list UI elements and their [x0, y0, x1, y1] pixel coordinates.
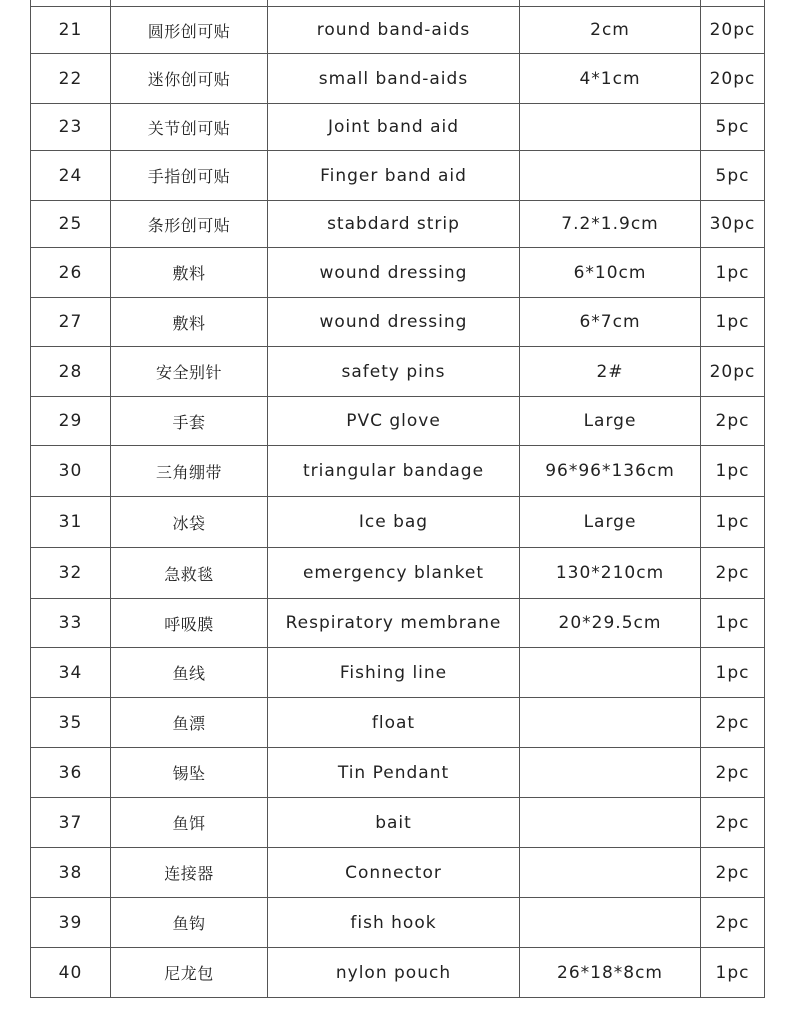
- item-name-chinese: 呼吸膜: [111, 599, 268, 648]
- item-name-chinese: 敷料: [111, 248, 268, 298]
- item-size: [520, 748, 701, 798]
- item-number: 35: [31, 698, 111, 748]
- item-size: [520, 798, 701, 848]
- item-quantity: 2pc: [701, 848, 765, 898]
- item-quantity: 20pc: [701, 7, 765, 54]
- table-row: [31, 548, 765, 599]
- item-size: 2#: [520, 347, 701, 397]
- item-name-english: PVC glove: [268, 397, 520, 446]
- item-name-english: wound dressing: [268, 298, 520, 347]
- item-quantity: 2pc: [701, 898, 765, 948]
- item-number: 29: [31, 397, 111, 446]
- item-name-chinese: 关节创可贴: [111, 104, 268, 151]
- item-number: 21: [31, 7, 111, 54]
- item-name-chinese: 鱼钩: [111, 898, 268, 948]
- table-row: [31, 898, 765, 948]
- item-size: 96*96*136cm: [520, 446, 701, 497]
- item-number: 33: [31, 599, 111, 648]
- item-size: 20*29.5cm: [520, 599, 701, 648]
- table-row: [31, 848, 765, 898]
- item-name-english: Connector: [268, 848, 520, 898]
- item-number: 26: [31, 248, 111, 298]
- item-name-english: small band-aids: [268, 54, 520, 104]
- table-row: [31, 948, 765, 998]
- item-number: 28: [31, 347, 111, 397]
- item-name-chinese: 冰袋: [111, 497, 268, 548]
- item-name-chinese: 连接器: [111, 848, 268, 898]
- item-name-english: wound dressing: [268, 248, 520, 298]
- item-number: 40: [31, 948, 111, 998]
- item-name-chinese: 安全别针: [111, 347, 268, 397]
- item-quantity: 5pc: [701, 151, 765, 201]
- table-row: [31, 798, 765, 848]
- table-row: [31, 599, 765, 648]
- item-name-chinese: 圆形创可贴: [111, 7, 268, 54]
- packing-list-table-container: [30, 0, 764, 998]
- item-size: [520, 898, 701, 948]
- item-number: 38: [31, 848, 111, 898]
- item-name-english: nylon pouch: [268, 948, 520, 998]
- packing-list-table: [30, 0, 765, 998]
- item-name-chinese: 尼龙包: [111, 948, 268, 998]
- item-number: 31: [31, 497, 111, 548]
- item-quantity: 5pc: [701, 104, 765, 151]
- item-number: 23: [31, 104, 111, 151]
- item-size: 4*1cm: [520, 54, 701, 104]
- item-name-chinese: 三角绷带: [111, 446, 268, 497]
- item-name-english: stabdard strip: [268, 201, 520, 248]
- item-quantity: 1pc: [701, 948, 765, 998]
- table-row: [31, 201, 765, 248]
- item-name-english: round band-aids: [268, 7, 520, 54]
- item-name-chinese: 鱼漂: [111, 698, 268, 748]
- table-row: [31, 698, 765, 748]
- item-name-english: Joint band aid: [268, 104, 520, 151]
- item-quantity: 30pc: [701, 201, 765, 248]
- item-name-chinese: 手套: [111, 397, 268, 446]
- table-row: [31, 151, 765, 201]
- item-size: 130*210cm: [520, 548, 701, 599]
- item-size: 6*7cm: [520, 298, 701, 347]
- item-name-chinese: 敷料: [111, 298, 268, 347]
- item-size: [520, 698, 701, 748]
- item-quantity: 20pc: [701, 54, 765, 104]
- table-row: [31, 648, 765, 698]
- item-quantity: 1pc: [701, 497, 765, 548]
- item-quantity: 2pc: [701, 698, 765, 748]
- table-row: [31, 347, 765, 397]
- item-size: [520, 648, 701, 698]
- table-row: [31, 104, 765, 151]
- table-row: [31, 248, 765, 298]
- item-number: 32: [31, 548, 111, 599]
- item-quantity: 2pc: [701, 798, 765, 848]
- item-name-chinese: 条形创可贴: [111, 201, 268, 248]
- table-row: [31, 748, 765, 798]
- item-name-english: Ice bag: [268, 497, 520, 548]
- item-size: 7.2*1.9cm: [520, 201, 701, 248]
- item-name-chinese: 迷你创可贴: [111, 54, 268, 104]
- item-size: [520, 104, 701, 151]
- item-quantity: 2pc: [701, 397, 765, 446]
- item-name-chinese: 鱼线: [111, 648, 268, 698]
- item-size: 6*10cm: [520, 248, 701, 298]
- item-name-english: bait: [268, 798, 520, 848]
- item-name-english: safety pins: [268, 347, 520, 397]
- item-size: 26*18*8cm: [520, 948, 701, 998]
- item-quantity: 1pc: [701, 248, 765, 298]
- item-size: [520, 151, 701, 201]
- item-size: 2cm: [520, 7, 701, 54]
- item-number: 39: [31, 898, 111, 948]
- item-quantity: 2pc: [701, 548, 765, 599]
- item-quantity: 1pc: [701, 298, 765, 347]
- item-number: 30: [31, 446, 111, 497]
- item-number: 25: [31, 201, 111, 248]
- item-name-english: Finger band aid: [268, 151, 520, 201]
- item-size: Large: [520, 497, 701, 548]
- item-name-english: Tin Pendant: [268, 748, 520, 798]
- item-name-english: Fishing line: [268, 648, 520, 698]
- item-number: 34: [31, 648, 111, 698]
- item-size: [520, 848, 701, 898]
- item-quantity: 1pc: [701, 648, 765, 698]
- item-quantity: 1pc: [701, 599, 765, 648]
- item-number: 36: [31, 748, 111, 798]
- item-name-english: emergency blanket: [268, 548, 520, 599]
- item-number: 27: [31, 298, 111, 347]
- table-row: [31, 298, 765, 347]
- table-row: [31, 7, 765, 54]
- item-name-english: Respiratory membrane: [268, 599, 520, 648]
- item-quantity: 1pc: [701, 446, 765, 497]
- item-number: 37: [31, 798, 111, 848]
- item-quantity: 2pc: [701, 748, 765, 798]
- item-quantity: 20pc: [701, 347, 765, 397]
- item-name-chinese: 锡坠: [111, 748, 268, 798]
- item-size: Large: [520, 397, 701, 446]
- item-name-chinese: 急救毯: [111, 548, 268, 599]
- table-row: [31, 446, 765, 497]
- item-name-english: triangular bandage: [268, 446, 520, 497]
- table-row: [31, 54, 765, 104]
- item-name-english: float: [268, 698, 520, 748]
- item-number: 22: [31, 54, 111, 104]
- item-name-chinese: 手指创可贴: [111, 151, 268, 201]
- table-row: [31, 397, 765, 446]
- table-row: [31, 497, 765, 548]
- item-number: 24: [31, 151, 111, 201]
- item-name-chinese: 鱼饵: [111, 798, 268, 848]
- item-name-english: fish hook: [268, 898, 520, 948]
